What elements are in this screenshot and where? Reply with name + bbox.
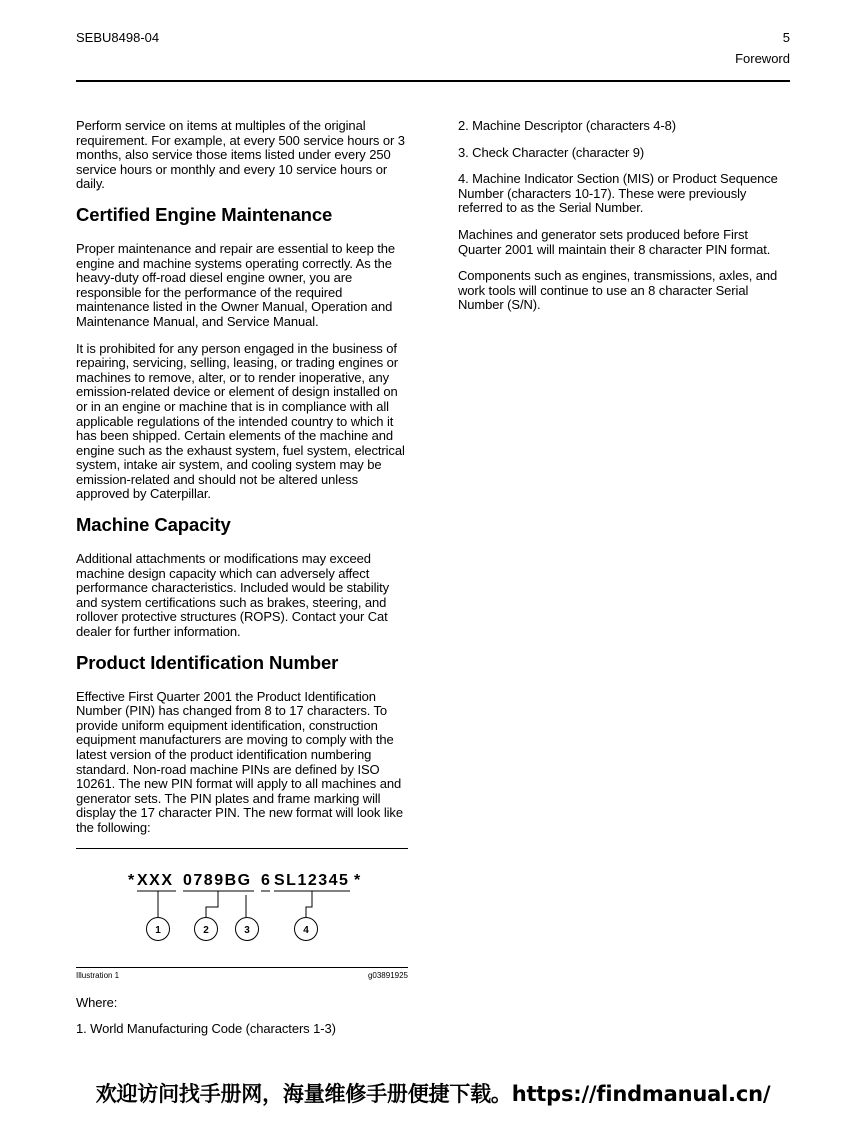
illustration-pin-format [76,848,408,980]
pin-asterisk-start: * [128,871,136,889]
pin-part-xxx: XXX [137,871,174,889]
pin-part-sl12345: SL12345 [274,871,350,889]
left-column [76,119,411,1049]
leader-4 [306,891,312,917]
header-rule [76,80,790,82]
list-item-4: 4. Machine Indicator Section (MIS) or Product Sequence Number (characters 10-17). These were previously referred to as the Serial Number. [458,171,778,216]
callout-label-1: 1 [155,924,161,936]
illustration-caption-row [76,971,408,980]
list-item-2: 2. Machine Descriptor (characters 4-8) [458,118,677,133]
capacity-paragraph: Additional attachments or modifications may exceed machine design capacity which can adversely affect performance characteristics. Included would be stability and system certifications such as brakes, steering, and rollover protective structures (ROPS). Contact your Cat dealer for further information. [76,551,390,640]
illustration-figure-id: g03891925 [367,970,408,980]
pin-paragraph: Effective First Quarter 2001 the Product Identification Number (PIN) has changed from 8 to 17 characters. To provide uniform equipment identification, construction equipment manufacturers are moving to comply with the latest version of the product identification numbering standard. Non-road machine PINs are defined by ISO 10261. The new PIN format will apply to all machines and generator sets. The PIN plates and frame marking will display the 17 character PIN. The new format will look like the following: [76,688,403,835]
callout-label-2: 2 [203,924,209,936]
right-column [458,119,793,325]
callout-label-4: 4 [303,924,309,936]
pin-part-0789bg: 0789BG [183,871,252,889]
callout-label-3: 3 [244,924,250,936]
illustration-bottom-rule [76,967,408,968]
footer-banner: 欢迎访问找手册网，海量维修手册便捷下载。https://findmanual.cn/ [95,1082,771,1106]
paragraph-before-2001: Machines and generator sets produced before First Quarter 2001 will maintain their 8 character PIN format. [458,226,771,257]
illustration-caption: Illustration 1 [76,970,120,980]
paragraph-components: Components such as engines, transmissions, axles, and work tools will continue to use an 8 character Serial Number (S/N). [458,268,778,313]
heading-product-identification-number: Product Identification Number [76,651,339,673]
heading-certified-engine-maintenance: Certified Engine Maintenance [76,203,333,225]
list-item-3: 3. Check Character (character 9) [458,144,645,160]
certified-paragraph-2: It is prohibited for any person engaged in the business of repairing, servicing, selling, leasing, or trading engines or machines to remove, alter, or to render inoperative, any emission-related device or element of design installed on or in an engine or machine that is in compliance with all applicable regulations of the intended country to which it has been shipped. Certain elements of the machine and engine such as the exhaust system, fuel system, electrical system, intake air system, and cooling system may be emission-related and should not be altered unless approved by Caterpillar. [76,340,405,502]
pin-asterisk-end: * [354,871,362,889]
illustration-canvas [76,849,408,967]
heading-machine-capacity: Machine Capacity [76,514,231,536]
list-item-1: 1. World Manufacturing Code (characters 1-3) [76,1021,336,1037]
pin-diagram [76,849,408,967]
leader-2 [206,891,218,917]
document-id: SEBU8498-04 [76,30,160,45]
where-label: Where: [76,994,118,1010]
page-number: 5 [782,30,790,45]
section-title: Foreword [735,51,790,66]
intro-paragraph: Perform service on items at multiples of the original requirement. For example, at every 500 service hours or 3 months, also service those items listed under every 250 service hours or monthly and every 10 service hours or daily. [76,118,405,192]
pin-part-6: 6 [261,871,272,889]
certified-paragraph-1: Proper maintenance and repair are essential to keep the engine and machine systems operating correctly. As the heavy-duty off-road diesel engine owner, you are responsible for the performance of the required maintenance listed in the Owner Manual, Operation and Maintenance Manual, and Service Manual. [76,240,395,329]
